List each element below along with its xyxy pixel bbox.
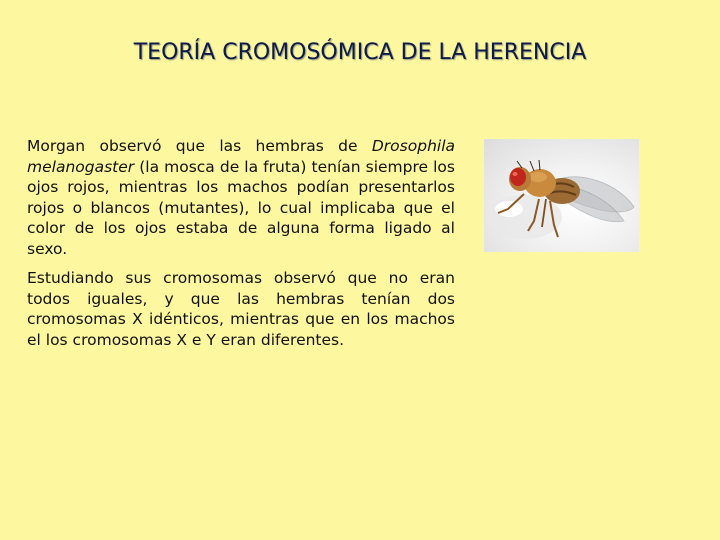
paragraph-morgan-intro: Morgan observó que las hembras de — [27, 137, 372, 155]
fruit-fly-illustration — [484, 139, 639, 252]
paragraph-morgan-rest: (la mosca de la fruta) tenían siempre los ojos rojos, mientras los machos podían presentarlos rojos o blancos (mutantes), lo cual implicaba que el color de los ojos estaba de alguna forma ligado al sexo. — [27, 157, 455, 258]
paragraph-morgan — [27, 136, 455, 259]
body-text — [27, 136, 455, 359]
species-name: Drosophila melanogaster — [27, 137, 455, 176]
paragraph-chromosomes: Estudiando sus cromosomas observó que no eran todos iguales, y que las hembras tenían dos cromosomas X idénticos, mientras que en los machos el los cromosomas X e Y eran diferentes. — [27, 269, 455, 349]
slide-title: TEORÍA CROMOSÓMICA DE LA HERENCIA — [133, 40, 587, 65]
fruit-fly-photo — [484, 139, 639, 252]
fly-eye — [510, 168, 526, 186]
